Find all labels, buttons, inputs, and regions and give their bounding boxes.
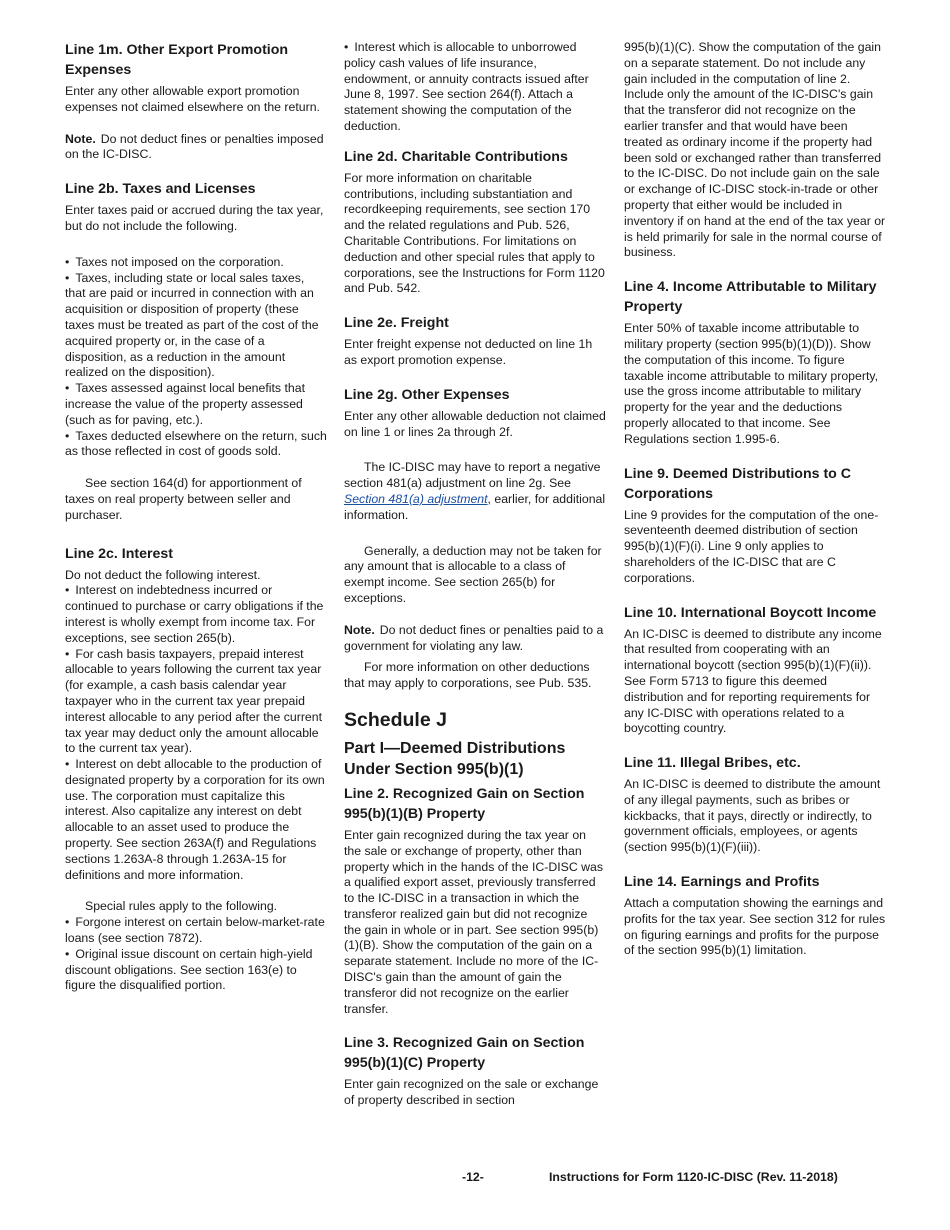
line-2g-481: [344, 460, 606, 523]
list-item: • Taxes deducted elsewhere on the return, such as those reflected in cost of goods sold.: [65, 429, 327, 461]
line-2e-text: Enter freight expense not deducted on line 1h as export promotion expense.: [344, 337, 593, 367]
note-text: Do not deduct fines or penalties imposed on the IC-DISC.: [65, 131, 324, 162]
line-2c-bullet-list: [65, 583, 327, 883]
line-14-heading: Line 14. Earnings and Profits: [624, 874, 820, 891]
line-2c-heading: Line 2c. Interest: [65, 545, 174, 562]
list-item: • Interest which is allocable to unborrowed policy cash values of life insurance, endowment, or annuity contracts issued after June 8, 1997. See section 264(f). Attach a statement showing the computation of the deduction.: [344, 40, 606, 135]
line-2d-heading: Line 2d. Charitable Contributions: [344, 148, 568, 165]
list-item: • Taxes not imposed on the corporation.: [65, 255, 327, 271]
line-11-text: An IC-DISC is deemed to distribute the amount of any illegal payments, such as bribes or kickbacks, that it pays, directly or indirectly, to government officials, employees, or agents (section 995(b)(1)(F)(iii)).: [624, 777, 881, 855]
line-2g-481-pre: The IC-DISC may have to report a negative section 481(a) adjustment on line 2g. See: [344, 460, 601, 491]
line-2g-481-post: , earlier, for additional information.: [344, 491, 606, 522]
note-label: Note.: [344, 622, 375, 637]
list-item: • Original issue discount on certain high-yield discount obligations. See section 163(e) to figure the disqualified portion.: [65, 947, 327, 994]
note-label: Note.: [65, 131, 96, 146]
schedule-j-heading: Schedule J: [344, 708, 447, 731]
list-item: • For cash basis taxpayers, prepaid interest allocable to years following the current tax year (for example, a cash basis calendar year taxpayer who in the current tax year prepaid interest allocable to any period after the current tax year may deduct only the amount allocable to the current tax year).: [65, 647, 327, 758]
line-11-heading: Line 11. Illegal Bribes, etc.: [624, 755, 801, 772]
line-2c-special: Special rules apply to the following.: [85, 899, 278, 914]
list-item: • Forgone interest on certain below-market-rate loans (see section 7872).: [65, 915, 327, 947]
line-1m-note: [65, 132, 327, 164]
line-1m-text: Enter any other allowable export promotion expenses not claimed elsewhere on the return.: [65, 84, 320, 114]
line-2b-see: See section 164(d) for apportionment of taxes on real property between seller and purchaser.: [65, 476, 302, 522]
line-9-heading: Line 9. Deemed Distributions to C Corporations: [624, 465, 852, 502]
line-2-heading: Line 2. Recognized Gain on Section 995(b)(1)(B) Property: [344, 785, 585, 822]
line-9-text: Line 9 provides for the computation of the one-seventeenth deemed distribution of section 995(b)(1)(F)(i). Line 9 only applies to shareholders of the IC-DISC that are C corporations.: [624, 507, 879, 585]
col2-top-bullet-list: [344, 40, 606, 135]
line-2d-text: For more information on charitable contributions, including substantiation and recordkeeping requirements, see section 170 and the related regulations and Pub. 526, Charitable Contributions. For limitations on deduction and other special rules that apply to corporations, see the Instructions for Form 1120 and Pub. 542.: [344, 170, 605, 296]
section-481a-link[interactable]: Section 481(a) adjustment: [344, 491, 488, 506]
line-2c-special-list: [65, 915, 327, 994]
column-3: [624, 40, 886, 975]
note-text: Do not deduct fines or penalties paid to a government for violating any law.: [344, 622, 604, 653]
column-1: [65, 40, 327, 1008]
line-2g-text: Enter any other allowable deduction not claimed on line 1 or lines 2a through 2f.: [344, 408, 606, 439]
line-3-text: Enter gain recognized on the sale or exchange of property described in section: [344, 1077, 599, 1108]
line-2b-text: Enter taxes paid or accrued during the tax year, but do not include the following.: [65, 203, 324, 233]
line-3-continued: 995(b)(1)(C). Show the computation of the gain on a separate statement. Do not include any gain included in the computation of line 2. Include only the amount of the IC-DISC's gain that the transferor did not recognize on the earlier transfer and that would have been treated as ordinary income if the property had been sold or exchanged rather than transferred to the IC-DISC. Do not include gain on the sale or exchange of IC-DISC stock-in-trade or other property that either would be included in inventory if on hand at the end of the tax year or is held primarily for sale in the normal course of business.: [624, 40, 886, 260]
line-4-heading: Line 4. Income Attributable to Military Property: [624, 279, 877, 316]
line-2b-heading: Line 2b. Taxes and Licenses: [65, 181, 256, 198]
line-2-text: Enter gain recognized during the tax year on the sale or exchange of property, other than property which in the hands of the IC-DISC was a qualified export asset, previously transferred to the IC-DISC in a transaction in which the transferor realized gain but did not recognize the gain in whole or in part. See section 995(b)(1)(B). Show the computation of the gain on a separate statement. Include no more of the IC-DISC's gain than the amount of gain the transferor did not recognize on the earlier transfer.: [344, 827, 604, 1016]
line-4-text: Enter 50% of taxable income attributable to military property (section 995(b)(1)(D)). Show the computation of this income. To figure taxable income attributable to military property, use the gross income attributable to military property for the year and the deductions properly allocated to that income. See Regulations section 1.995-6.: [624, 321, 879, 446]
form-reference: Instructions for Form 1120-IC-DISC (Rev. 11-2018): [549, 1170, 838, 1184]
line-2g-note: [344, 623, 606, 655]
line-10-text: An IC-DISC is deemed to distribute any income that resulted from cooperating with an international boycott (section 995(b)(1)(F)(ii)). See Form 5713 to figure this deemed distribution and for reporting requirements for any IC-DISC with operations related to a boycotting country.: [624, 626, 882, 736]
list-item: • Taxes, including state or local sales taxes, that are paid or incurred in connection with an acquisition or disposition of property (these taxes must be treated as part of the cost of the acquired property or, in the case of a disposition, as a reduction in the amount realized on the disposition).: [65, 271, 327, 382]
line-2g-generally: Generally, a deduction may not be taken for any amount that is allocable to a class of exempt income. See section 265(b) for exceptions.: [344, 543, 602, 605]
list-item: • Interest on debt allocable to the production of designated property by a corporation for its own use. The corporation must capitalize this interest. Also capitalize any interest on debt allocable to an asset used to produce the property. See section 263A(f) and Regulations sections 1.263A-8 through 1.263A-15 for definitions and more information.: [65, 757, 327, 883]
column-2: [344, 40, 606, 1109]
line-10-heading: Line 10. International Boycott Income: [624, 604, 877, 621]
line-14-text: Attach a computation showing the earnings and profits for the tax year. See section 312 for rules on figuring earnings and profits for the purpose of the section 995(b)(1) limitation.: [624, 896, 886, 958]
line-2b-bullet-list: [65, 255, 327, 460]
page-number: -12-: [462, 1170, 484, 1184]
line-1m-heading: Line 1m. Other Export Promotion Expenses: [65, 42, 289, 78]
line-2g-heading: Line 2g. Other Expenses: [344, 386, 510, 403]
line-2e-heading: Line 2e. Freight: [344, 315, 449, 332]
list-item: • Interest on indebtedness incurred or continued to purchase or carry obligations if the interest is wholly exempt from income tax. For exceptions, see section 265(b).: [65, 583, 327, 646]
line-2g-more: For more information on other deductions that may apply to corporations, see Pub. 535.: [344, 660, 592, 691]
line-3-heading: Line 3. Recognized Gain on Section 995(b)(1)(C) Property: [344, 1035, 585, 1072]
list-item: • Taxes assessed against local benefits that increase the value of the property assessed (such as for paving, etc.).: [65, 381, 327, 428]
part-1-heading: Part I—Deemed Distributions Under Section 995(b)(1): [344, 739, 566, 778]
line-2c-text: Do not deduct the following interest.: [65, 567, 261, 582]
